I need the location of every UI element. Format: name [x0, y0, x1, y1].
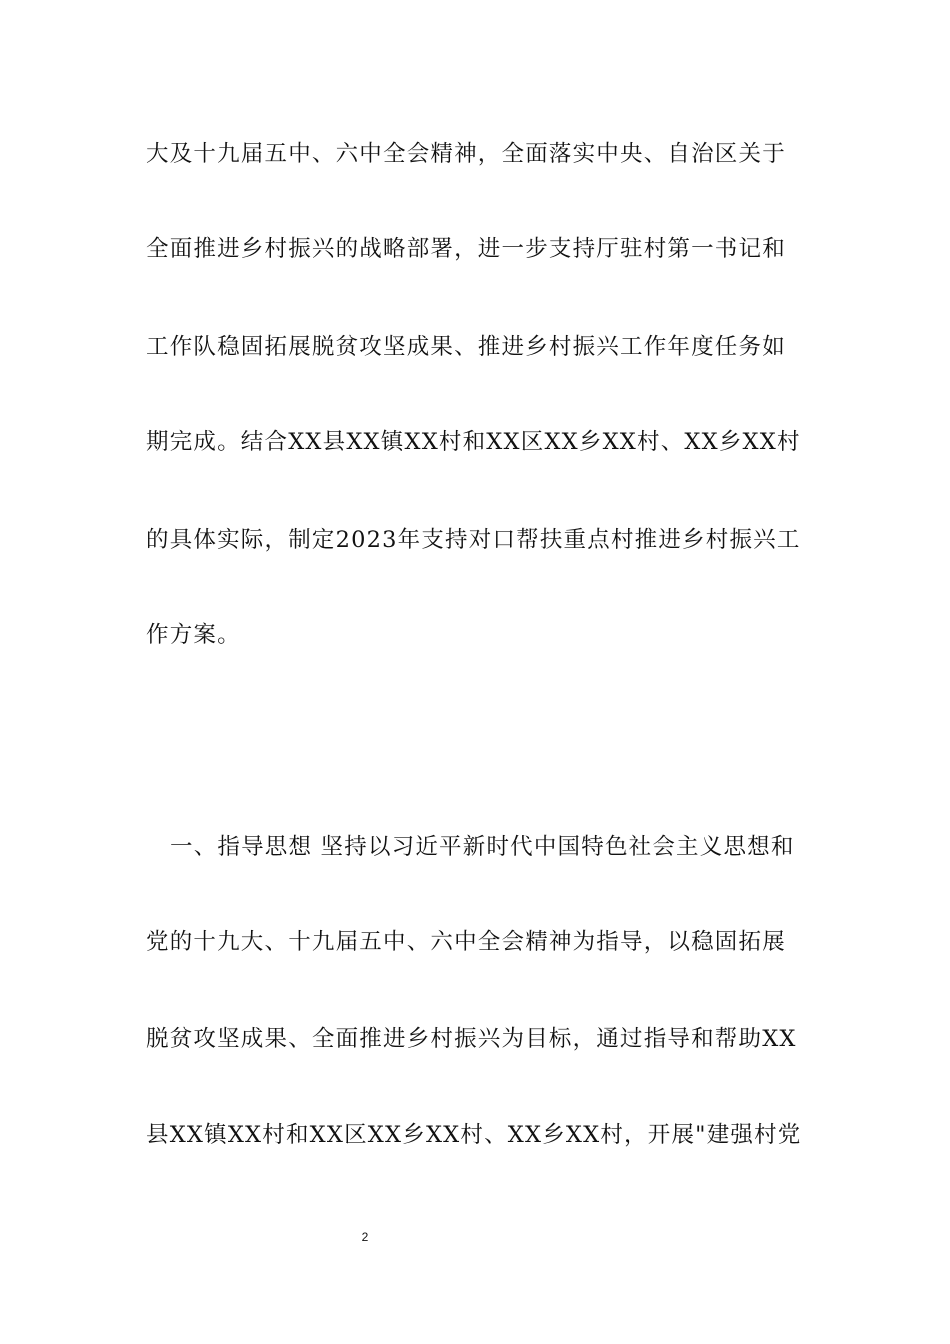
- section-heading-line: 一、指导思想 坚持以习近平新时代中国特色社会主义思想和: [170, 834, 795, 860]
- text-line: 脱贫攻坚成果、全面推进乡村振兴为目标，通过指导和帮助XX: [146, 1026, 797, 1052]
- text-line: 全面推进乡村振兴的战略部署，进一步支持厅驻村第一书记和: [146, 236, 786, 262]
- text-line: 党的十九大、十九届五中、六中全会精神为指导，以稳固拓展: [146, 929, 786, 955]
- text-line: 作方案。: [146, 622, 241, 648]
- text-line: 大及十九届五中、六中全会精神，全面落实中央、自治区关于: [146, 141, 786, 167]
- text-line: 县XX镇XX村和XX区XX乡XX村、XX乡XX村，开展"建强村党: [146, 1122, 802, 1148]
- page-number: 2: [361, 1230, 369, 1244]
- text-line: 的具体实际，制定2023年支持对口帮扶重点村推进乡村振兴工: [146, 527, 801, 553]
- text-line: 工作队稳固拓展脱贫攻坚成果、推进乡村振兴工作年度任务如: [146, 334, 786, 360]
- text-line: 期完成。结合XX县XX镇XX村和XX区XX乡XX村、XX乡XX村: [146, 429, 801, 455]
